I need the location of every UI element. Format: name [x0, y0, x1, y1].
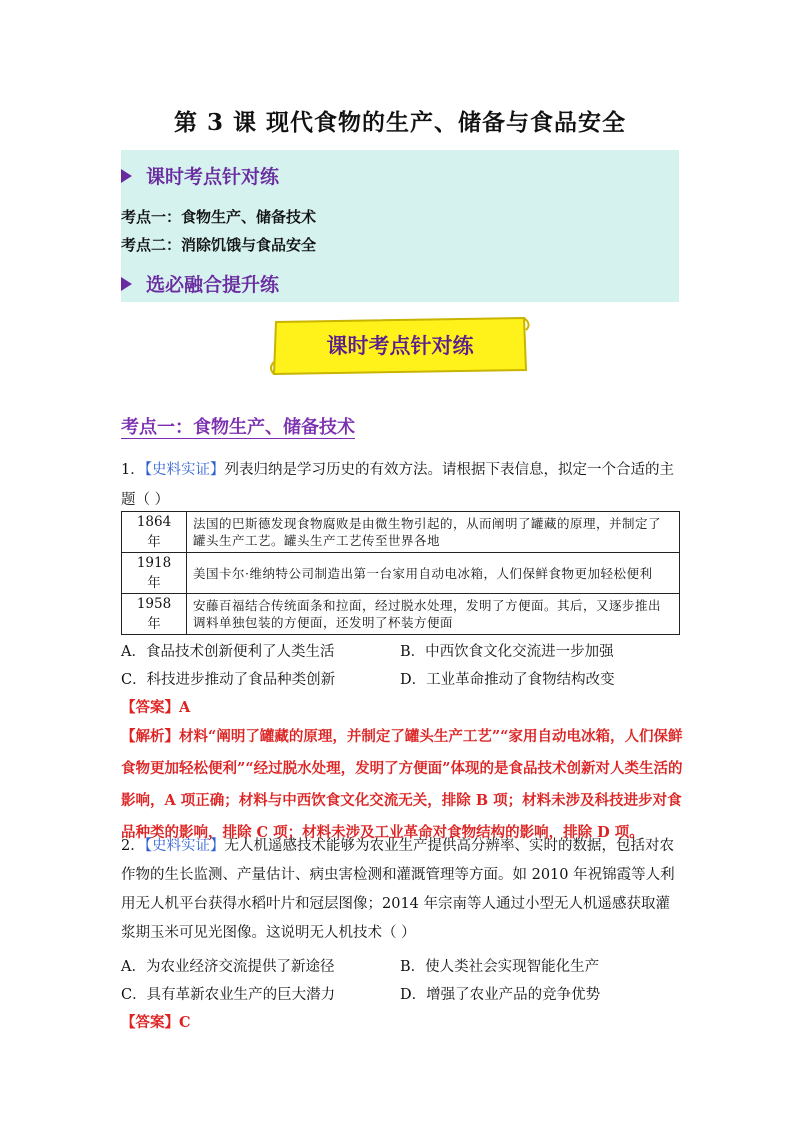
q2-option-a[interactable]: A．为农业经济交流提供了新途径: [121, 959, 335, 975]
question-text: 列表归纳是学习历史的有效方法。请根据下表信息，拟定一个合适的主题（ ）: [121, 462, 674, 508]
section-banner: [270, 316, 530, 376]
arrow-right-icon: [121, 169, 132, 183]
table-year: 1958 年: [122, 594, 187, 635]
q1-answer: 【答案】A: [121, 699, 191, 716]
q2-answer: 【答案】C: [121, 1014, 191, 1031]
toc-heading-practice[interactable]: 课时考点针对练: [121, 162, 279, 189]
q1-option-b[interactable]: B．中西饮食文化交流进一步加强: [400, 644, 614, 660]
q1-option-d[interactable]: D．工业革命推动了食物结构改变: [400, 672, 615, 688]
toc-heading-advanced[interactable]: 选必融合提升练: [121, 270, 279, 297]
page-title: 第 3 课 现代食物的生产、储备与食品安全: [173, 109, 627, 136]
table-desc: 美国卡尔·维纳特公司制造出第一台家用自动电冰箱，人们保鲜食物更加轻松便利: [187, 553, 680, 594]
toc-item-1[interactable]: 考点一：食物生产、储备技术: [121, 208, 317, 226]
q1-analysis: 【解析】材料“阐明了罐藏的原理，并制定了罐头生产工艺”“家用自动电冰箱，人们保鲜食物更加轻松便利”“经过脱水处理，发明了方便面”体现的是食品技术创新对人类生活的影响，A 项正确；材料与中西饮食文化交流无关，排除 B 项；材料未涉及科技进步对食品种类的影响，排除 C 项；材料未涉及工业革命对食物结构的影响，排除 D 项。: [121, 728, 683, 841]
table-desc: 法国的巴斯德发现食物腐败是由微生物引起的，从而阐明了罐藏的原理，并制定了罐头生产工艺。罐头生产工艺传至世界各地: [187, 512, 680, 553]
table-row: [122, 553, 680, 594]
q2-option-c[interactable]: C．具有革新农业生产的巨大潜力: [121, 987, 336, 1003]
question-number: 2．: [121, 838, 145, 854]
question-text: 无人机遥感技术能够为农业生产提供高分辨率、实时的数据，包括对农作物的生长监测、产量估计、病虫害检测和灌溉管理等方面。如 2010 年祝锦霞等人利用无人机平台获得水稻叶片和冠层图像；2014 年宗南等人通过小型无人机遥感获取灌浆期玉米可见光图像。这说明无人机技术（ ）: [121, 838, 675, 941]
table-row: [122, 512, 680, 553]
q1-option-c[interactable]: C．科技进步推动了食品种类创新: [121, 672, 336, 688]
q2-option-b[interactable]: B．使人类社会实现智能化生产: [400, 959, 600, 975]
question-number: 1．: [121, 462, 145, 478]
banner-label: 课时考点针对练: [326, 334, 474, 358]
question-tag: 【史料实证】: [144, 838, 225, 854]
question-1-stem: [121, 455, 681, 515]
section-heading-1: 考点一：食物生产、储备技术: [121, 417, 355, 438]
question-tag: 【史料实证】: [144, 462, 225, 478]
question-2-stem: [121, 832, 681, 948]
table-year: 1864 年: [122, 512, 187, 553]
table-row: [122, 594, 680, 635]
arrow-right-icon: [121, 277, 132, 291]
q1-option-a[interactable]: A．食品技术创新便利了人类生活: [121, 644, 335, 660]
toc-item-2[interactable]: 考点二：消除饥饿与食品安全: [121, 236, 317, 254]
table-year: 1918 年: [122, 553, 187, 594]
table-desc: 安藤百福结合传统面条和拉面，经过脱水处理，发明了方便面。其后，又逐步推出调料单独包装的方便面，还发明了杯装方便面: [187, 594, 680, 635]
question-1-table: [121, 511, 680, 635]
q2-option-d[interactable]: D．增强了农业产品的竞争优势: [400, 987, 601, 1003]
table-of-contents: [121, 150, 679, 302]
